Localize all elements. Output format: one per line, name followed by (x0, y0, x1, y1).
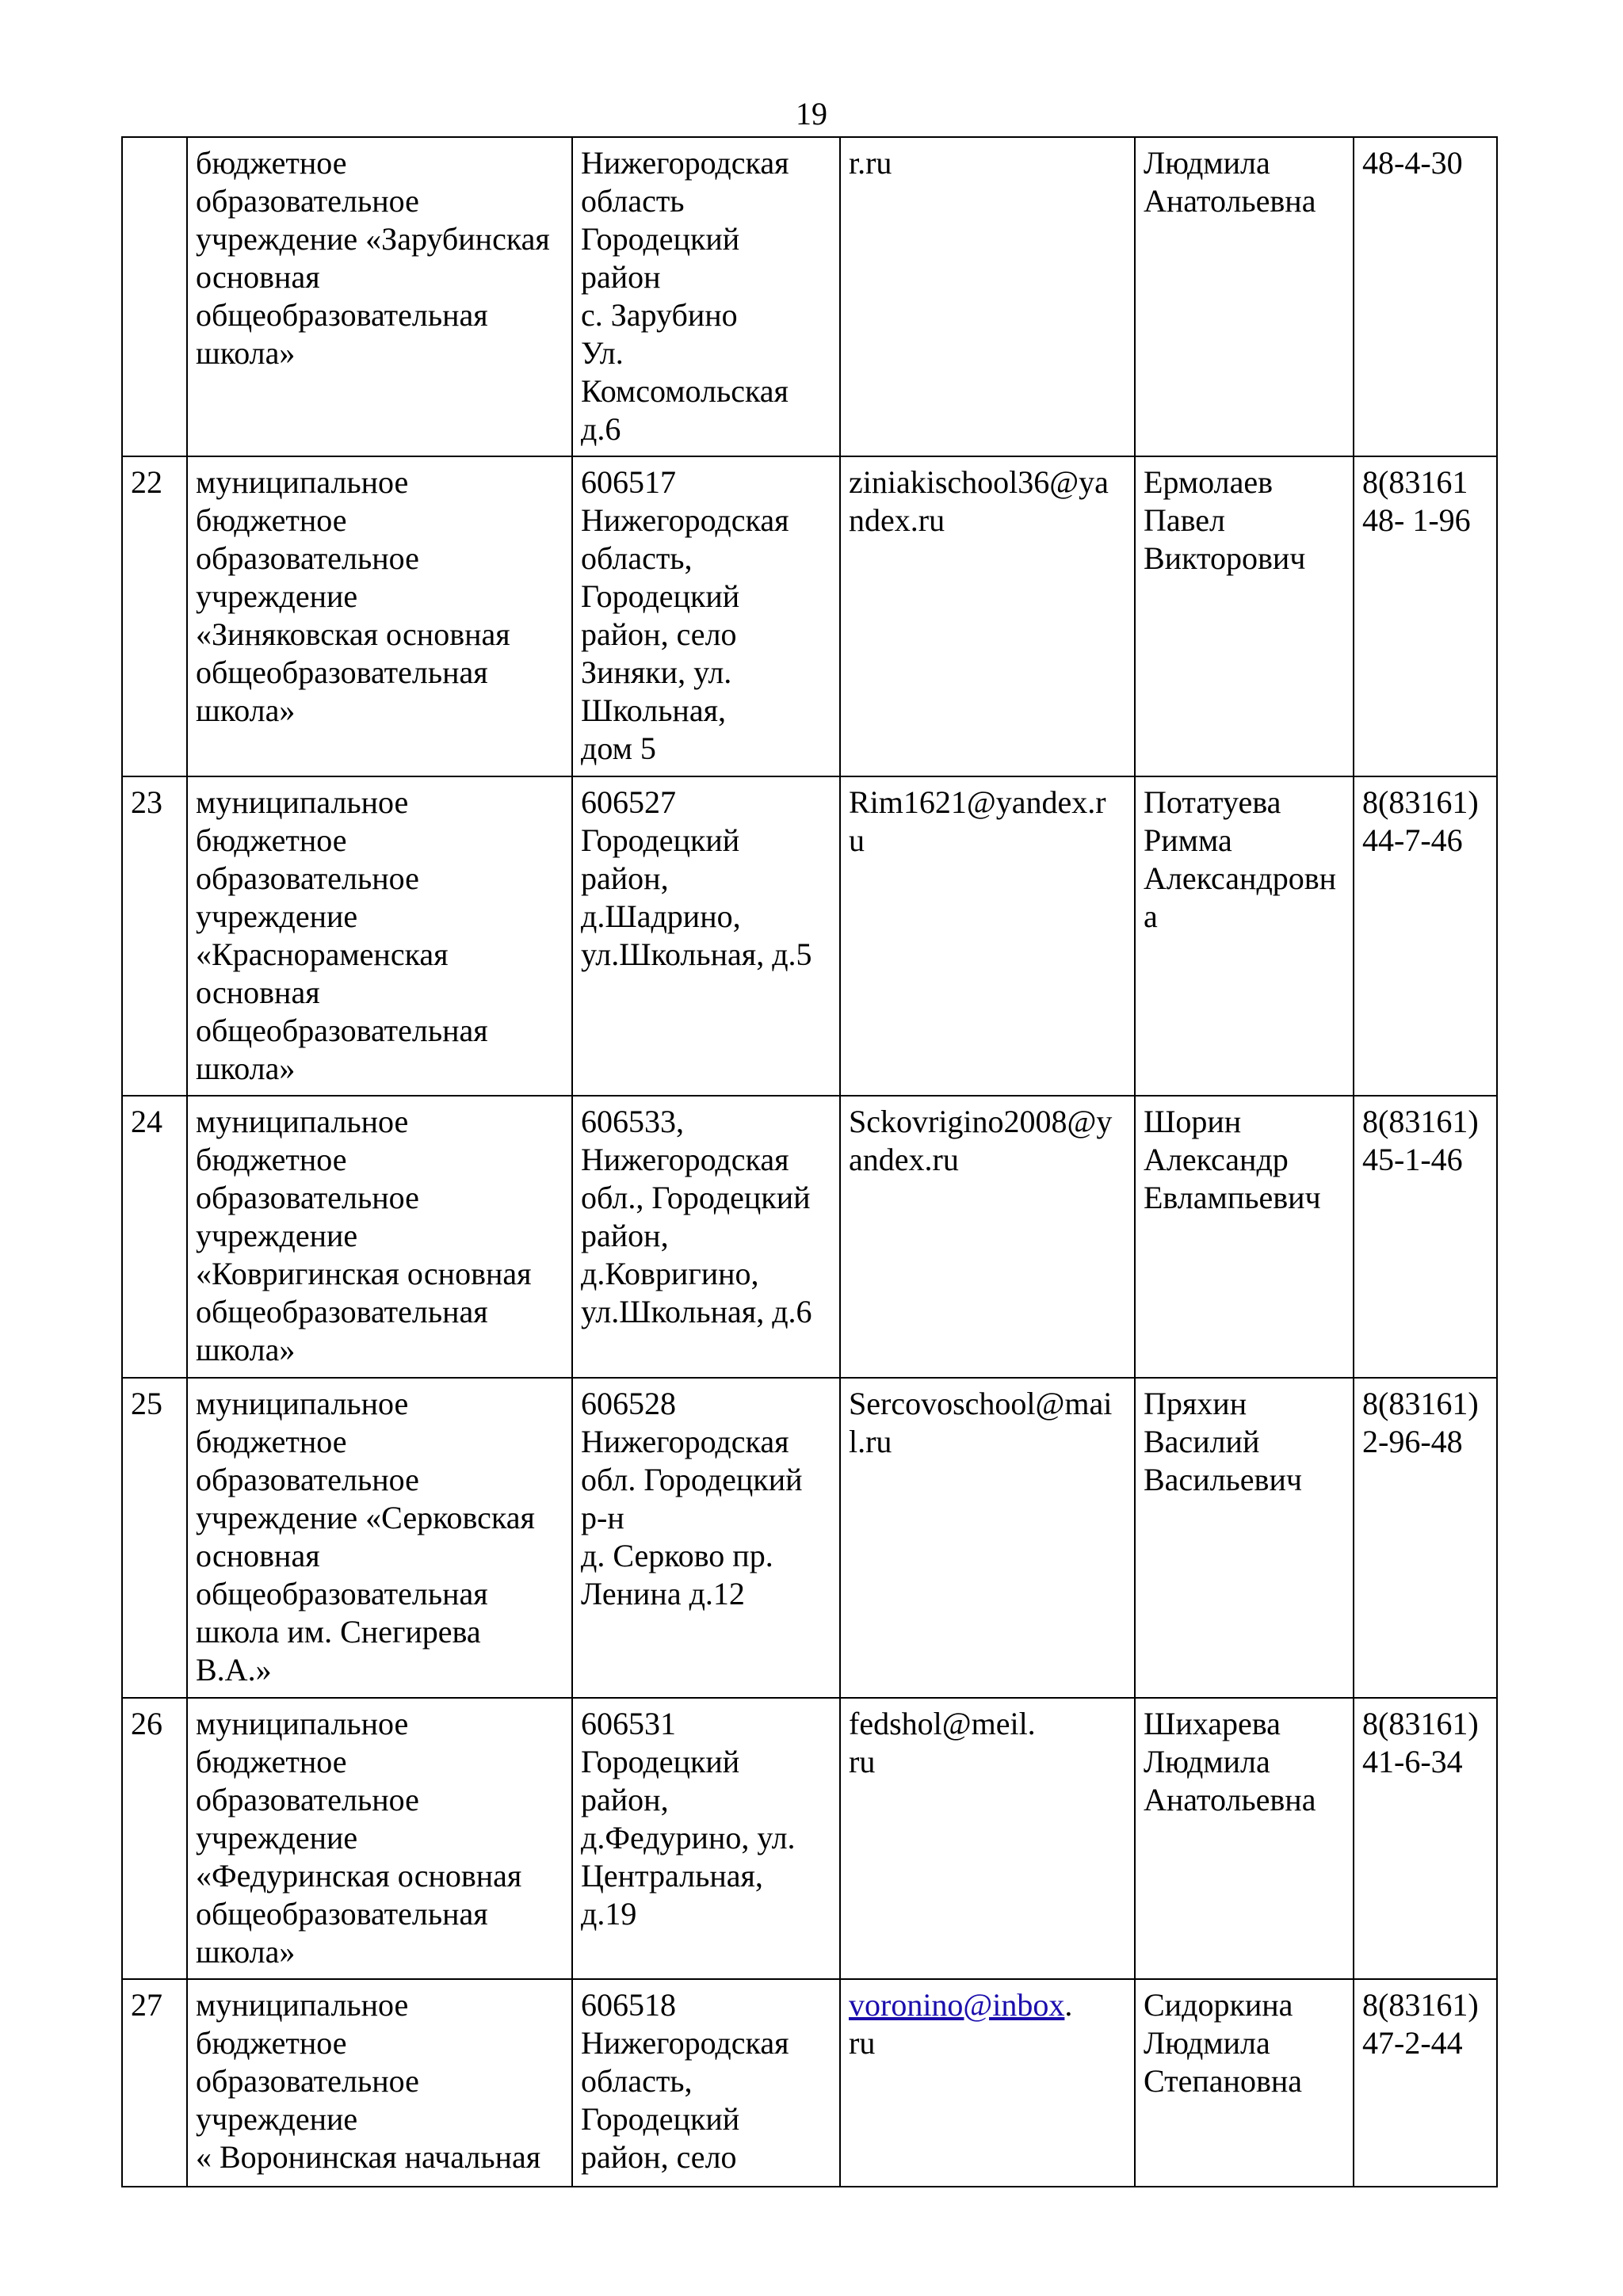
head-cell (1135, 1096, 1354, 1378)
table-row (122, 1378, 1497, 1698)
row-number: 25 (131, 1386, 162, 1421)
head-cell (1135, 1378, 1354, 1698)
school-phone: 8(83161 48- 1-96 (1362, 464, 1471, 538)
table-row (122, 137, 1497, 456)
school-head: Сидоркина Людмила Степановна (1144, 1987, 1302, 2099)
head-cell (1135, 137, 1354, 456)
school-email: r.ru (849, 145, 892, 181)
email-cell (840, 456, 1135, 776)
school-name: муниципальное бюджетное образовательное учреждение «Зиняковская основная общеобразовательная школа» (196, 464, 510, 728)
phone-cell (1354, 1698, 1497, 1979)
address-cell (572, 1698, 840, 1979)
page-number: 19 (796, 96, 827, 132)
row-number: 23 (131, 784, 162, 820)
schools-table-body (122, 137, 1497, 2187)
email-cell (840, 137, 1135, 456)
school-name: бюджетное образовательное учреждение «Зарубинская основная общеобразовательная школа» (196, 145, 550, 371)
table-row (122, 1698, 1497, 1979)
school-address: 606531 Городецкий район, д.Федурино, ул. Центральная, д.19 (581, 1706, 796, 1932)
school-address: 606518 Нижегородская область, Городецкий район, село (581, 1987, 789, 2175)
table-row (122, 1979, 1497, 2187)
address-cell (572, 1378, 840, 1698)
row-number-cell (122, 1378, 187, 1698)
address-cell (572, 776, 840, 1096)
email-cell (840, 1378, 1135, 1698)
school-address: 606528 Нижегородская обл. Городецкий р-н д. Серково пр. Ленина д.12 (581, 1386, 803, 1611)
school-head: Шихарева Людмила Анатольевна (1144, 1706, 1316, 1817)
schools-table (121, 136, 1498, 2187)
school-phone: 48-4-30 (1362, 145, 1463, 181)
email-cell (840, 1096, 1135, 1378)
school-name: муниципальное бюджетное образовательное учреждение «Федуринская основная общеобразовательная школа» (196, 1706, 522, 1970)
phone-cell (1354, 1096, 1497, 1378)
phone-cell (1354, 1979, 1497, 2187)
school-head: Пряхин Василий Васильевич (1144, 1386, 1302, 1497)
row-number: 24 (131, 1104, 162, 1139)
school-name-cell (187, 137, 572, 456)
school-name-cell (187, 776, 572, 1096)
school-name: муниципальное бюджетное образовательное учреждение « Воронинская начальная (196, 1987, 541, 2175)
email-link[interactable]: voronino@inbox (849, 1987, 1065, 2023)
address-cell (572, 1979, 840, 2187)
school-email: Sercovoschool@mai l.ru (849, 1386, 1113, 1459)
phone-cell (1354, 456, 1497, 776)
row-number: 27 (131, 1987, 162, 2023)
address-cell (572, 137, 840, 456)
school-address: 606517 Нижегородская область, Городецкий район, село Зиняки, ул. Школьная, дом 5 (581, 464, 789, 766)
row-number-cell (122, 1096, 187, 1378)
table-row (122, 456, 1497, 776)
school-head: Ермолаев Павел Викторович (1144, 464, 1306, 576)
school-name-cell (187, 1979, 572, 2187)
head-cell (1135, 776, 1354, 1096)
row-number-cell (122, 1698, 187, 1979)
school-email: ziniakischool36@ya ndex.ru (849, 464, 1109, 538)
school-phone: 8(83161) 47-2-44 (1362, 1987, 1479, 2061)
row-number-cell (122, 1979, 187, 2187)
phone-cell (1354, 1378, 1497, 1698)
address-cell (572, 1096, 840, 1378)
school-name-cell (187, 456, 572, 776)
address-cell (572, 456, 840, 776)
school-phone: 8(83161) 45-1-46 (1362, 1104, 1479, 1177)
school-address: 606527 Городецкий район, д.Шадрино, ул.Школьная, д.5 (581, 784, 812, 972)
school-address: 606533, Нижегородская обл., Городецкий район, д.Ковригино, ул.Школьная, д.6 (581, 1104, 812, 1329)
row-number: 26 (131, 1706, 162, 1741)
row-number-cell (122, 456, 187, 776)
email-tail: . ru (849, 1987, 1073, 2061)
email-cell (840, 1979, 1135, 2187)
email-cell (840, 1698, 1135, 1979)
email-cell (840, 776, 1135, 1096)
head-cell (1135, 456, 1354, 776)
school-name: муниципальное бюджетное образовательное учреждение «Краснораменская основная общеобразовательная школа» (196, 784, 488, 1086)
school-name: муниципальное бюджетное образовательное учреждение «Серковская основная общеобразовательная школа им. Снегирева В.А.» (196, 1386, 535, 1688)
row-number-cell (122, 776, 187, 1096)
school-head: Потатуева Римма Александровн а (1144, 784, 1337, 934)
table-row (122, 776, 1497, 1096)
school-head: Шорин Александр Евлампьевич (1144, 1104, 1321, 1215)
school-phone: 8(83161) 44-7-46 (1362, 784, 1479, 858)
head-cell (1135, 1698, 1354, 1979)
school-phone: 8(83161) 2-96-48 (1362, 1386, 1479, 1459)
phone-cell (1354, 776, 1497, 1096)
school-name-cell (187, 1698, 572, 1979)
table-row (122, 1096, 1497, 1378)
school-email: fedshol@meil. ru (849, 1706, 1036, 1779)
school-email: Sckovrigino2008@y andex.ru (849, 1104, 1113, 1177)
head-cell (1135, 1979, 1354, 2187)
row-number-cell (122, 137, 187, 456)
school-name-cell (187, 1378, 572, 1698)
row-number: 22 (131, 464, 162, 500)
school-address: Нижегородская область Городецкий район с. Зарубино Ул. Комсомольская д.6 (581, 145, 789, 447)
school-name: муниципальное бюджетное образовательное учреждение «Ковригинская основная общеобразовательная школа» (196, 1104, 532, 1367)
school-head: Людмила Анатольевна (1144, 145, 1316, 219)
school-name-cell (187, 1096, 572, 1378)
school-email (849, 1986, 1128, 2062)
phone-cell (1354, 137, 1497, 456)
school-phone: 8(83161) 41-6-34 (1362, 1706, 1479, 1779)
school-email: Rim1621@yandex.r u (849, 784, 1106, 858)
